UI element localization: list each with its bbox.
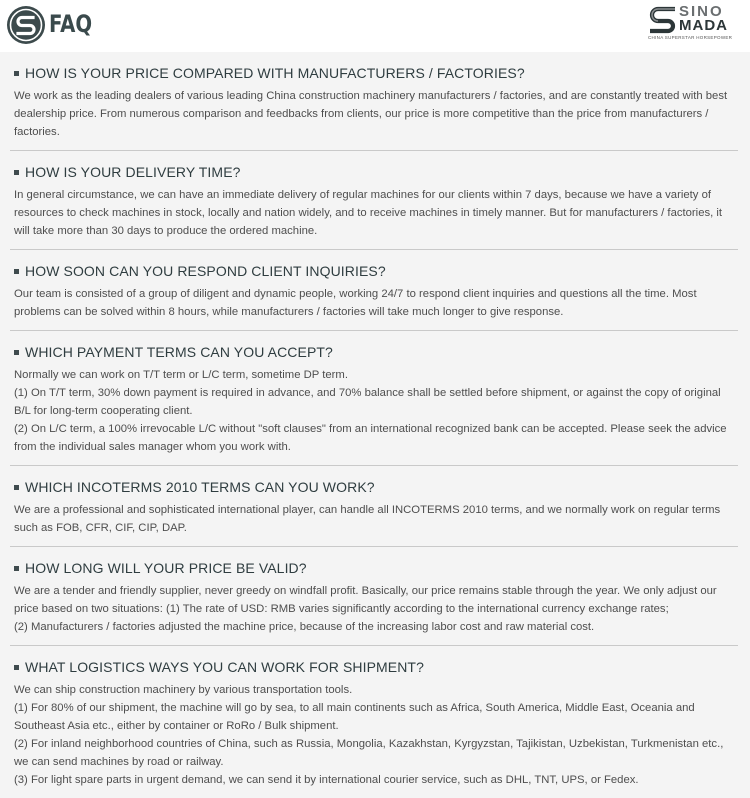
faq-question (14, 658, 738, 676)
faq-question-text: HOW SOON CAN YOU RESPOND CLIENT INQUIRIES? (25, 263, 386, 279)
faq-answer (14, 366, 738, 461)
faq-answer-paragraph: We can ship construction machinery by various transportation tools. (14, 684, 353, 696)
faq-answer (14, 186, 738, 245)
faq-answer (14, 501, 738, 542)
faq-answer-paragraph: We are a professional and sophisticated international player, can handle all INCOTERMS 2010 terms, and we normally work on regular terms such as FOB, CFR, CIF, CIP, DAP. (14, 504, 721, 534)
faq-answer-paragraph: (1) On T/T term, 30% down payment is required in advance, and 70% balance shall be settled before shipment, or against the copy of original B/L for long-term cooperating client. (14, 387, 721, 417)
faq-question (14, 262, 738, 280)
brand-logo (648, 4, 738, 44)
square-bullet-icon (14, 269, 19, 274)
square-bullet-icon (14, 485, 19, 490)
faq-answer-paragraph: (2) Manufacturers / factories adjusted the machine price, because of the increasing labor cost and raw material cost. (14, 621, 595, 633)
faq-question (14, 343, 738, 361)
faq-answer-paragraph: We are a tender and friendly supplier, never greedy on windfall profit. Basically, our price remains stable through the year. We only adjust our price based on two situations: (1) The rate of USD: RMB varies significantly according to the international currency exchange rates; (14, 585, 717, 615)
brand-tagline: CHINA SUPERSTAR HORSEPOWER (648, 35, 733, 40)
square-bullet-icon (14, 665, 19, 670)
faq-list (0, 52, 750, 798)
faq-answer (14, 582, 738, 641)
square-bullet-icon (14, 71, 19, 76)
faq-answer (14, 285, 738, 326)
faq-answer-paragraph: We work as the leading dealers of various leading China construction machinery manufacturers / factories, and are constantly treated with best dealership price. From numerous comparison and feedbacks from clients, our price is more competitive than the price from manufacturers / factories. (14, 90, 728, 138)
faq-question-text: HOW LONG WILL YOUR PRICE BE VALID? (25, 560, 307, 576)
page-header (0, 0, 750, 52)
brand-name-mada: MADA (679, 17, 728, 34)
faq-item (10, 151, 738, 250)
sinomada-mark-icon (648, 6, 678, 34)
square-bullet-icon (14, 566, 19, 571)
brand-name-sino: SINO (679, 3, 724, 20)
faq-item (10, 646, 738, 798)
faq-question (14, 64, 738, 82)
faq-logo-icon (6, 5, 46, 45)
faq-answer-paragraph: (1) For 80% of our shipment, the machine will go by sea, to all main continents such as Africa, South America, Middle East, Oceania and Southeast Asia etc., either by container or RoRo / Bulk shipment. (14, 702, 695, 732)
faq-question-text: WHICH PAYMENT TERMS CAN YOU ACCEPT? (25, 344, 333, 360)
page-title: FAQ (49, 10, 93, 38)
faq-answer-paragraph: Our team is consisted of a group of diligent and dynamic people, working 24/7 to respond client inquiries and questions all the time. Most problems can be solved within 8 hours, while manufacturers / factories will take much longer to give response. (14, 288, 697, 318)
faq-question (14, 478, 738, 496)
square-bullet-icon (14, 170, 19, 175)
faq-question (14, 163, 738, 181)
faq-answer-paragraph: (3) For light spare parts in urgent demand, we can send it by international courier service, such as DHL, TNT, UPS, or Fedex. (14, 774, 639, 786)
faq-item (10, 52, 738, 151)
faq-item (10, 547, 738, 646)
faq-answer-paragraph: (2) On L/C term, a 100% irrevocable L/C without "soft clauses" from an international recognized bank can be accepted. Please seek the advice from the individual sales manager whom you work with. (14, 423, 727, 453)
faq-item (10, 331, 738, 466)
faq-answer (14, 681, 738, 794)
faq-question-text: HOW IS YOUR PRICE COMPARED WITH MANUFACTURERS / FACTORIES? (25, 65, 525, 81)
faq-answer-paragraph: Normally we can work on T/T term or L/C term, sometime DP term. (14, 369, 348, 381)
square-bullet-icon (14, 350, 19, 355)
faq-answer (14, 87, 738, 146)
faq-question-text: HOW IS YOUR DELIVERY TIME? (25, 164, 241, 180)
faq-answer-paragraph: (2) For inland neighborhood countries of China, such as Russia, Mongolia, Kazakhstan, Kyrgyzstan, Tajikistan, Uzbekistan, Turkmenistan etc., we can send machines by road or railway. (14, 738, 724, 768)
faq-item (10, 466, 738, 547)
faq-question-text: WHAT LOGISTICS WAYS YOU CAN WORK FOR SHIPMENT? (25, 659, 424, 675)
faq-answer-paragraph: In general circumstance, we can have an immediate delivery of regular machines for our clients within 7 days, because we have a variety of resources to check machines in stock, locally and nation widely, and to receive machines in timely manner. But for manufacturers / factories, it will take more than 30 days to produce the ordered machine. (14, 189, 723, 237)
faq-question-text: WHICH INCOTERMS 2010 TERMS CAN YOU WORK? (25, 479, 375, 495)
faq-question (14, 559, 738, 577)
faq-item (10, 250, 738, 331)
